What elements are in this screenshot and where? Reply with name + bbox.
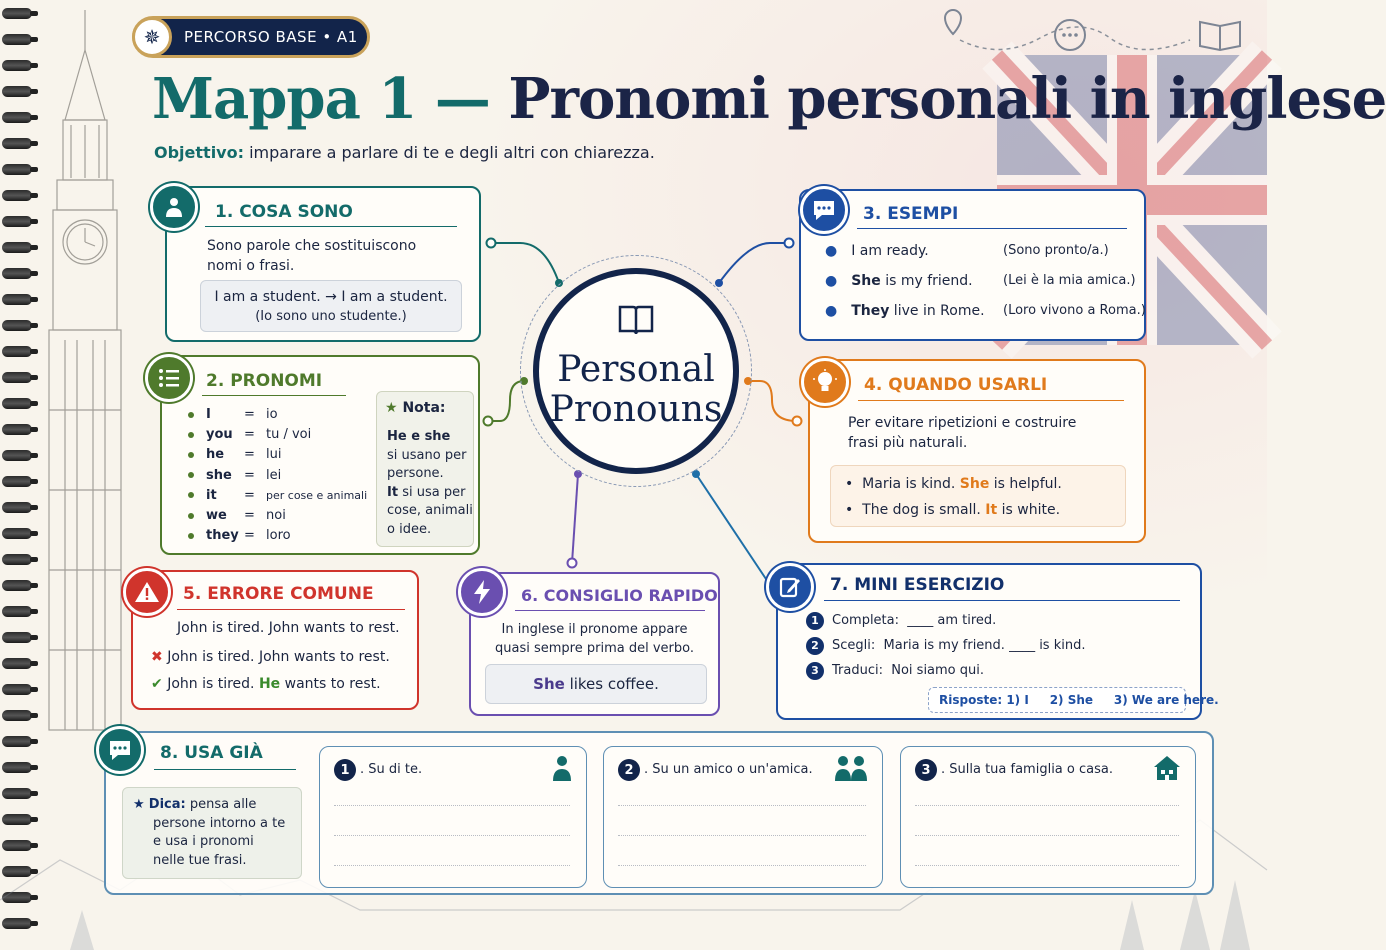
card8-heading: 8. USA GIÀ xyxy=(160,743,263,763)
center-title-line1: Personal xyxy=(557,349,715,390)
writing-line[interactable] xyxy=(334,865,570,866)
card-usa-gia xyxy=(104,731,1214,895)
bullet-icon xyxy=(188,492,194,498)
card1-text-line2: nomi o frasi. xyxy=(207,258,295,274)
compass-icon: ✵ xyxy=(132,17,172,57)
pronoun-it: tu / voi xyxy=(266,427,312,443)
card4-heading: 4. QUANDO USARLI xyxy=(864,375,1048,395)
tip-box: ★ Dica: pensa alle persone intorno a te e usa i pronomi nelle tue frasi. xyxy=(122,787,302,879)
example-it: (Sono pronto/a.) xyxy=(1003,243,1109,258)
tip-line2: persone intorno a te xyxy=(153,815,286,831)
warning-icon xyxy=(123,568,171,616)
bullet-icon: ● xyxy=(825,303,838,319)
card4-text-line1: Per evitare ripetizioni e costruire xyxy=(848,415,1077,431)
bullet-icon xyxy=(188,472,194,478)
writing-line[interactable] xyxy=(618,865,866,866)
card6-example: She likes coffee. xyxy=(533,675,659,693)
equals-sign: = xyxy=(244,427,255,443)
equals-sign: = xyxy=(244,487,255,503)
writing-panel-family[interactable] xyxy=(900,746,1196,888)
center-node xyxy=(533,268,739,474)
card1-example-box xyxy=(200,280,462,332)
card6-text-line1: In inglese il pronome appare xyxy=(501,622,688,637)
exercise-item: 3 Traduci: Noi siamo qui. xyxy=(806,661,984,681)
card2-heading: 2. PRONOMI xyxy=(206,371,323,391)
note-box xyxy=(376,391,474,547)
pronoun-en: you xyxy=(206,427,233,443)
example-en: ● They live in Rome. xyxy=(825,303,985,319)
panel-label: . Sulla tua famiglia o casa. xyxy=(941,762,1113,777)
bullet-icon: ● xyxy=(825,273,838,289)
pronoun-it: noi xyxy=(266,508,286,523)
exercise-item: 1 Completa: ____ am tired. xyxy=(806,611,996,631)
card1-text-line1: Sono parole che sostituiscono xyxy=(207,238,417,254)
tip-line3: e usa i pronomi xyxy=(153,834,254,849)
bullet-icon xyxy=(188,432,194,438)
example-en: ● She is my friend. xyxy=(825,273,973,289)
exercise-number: 2 xyxy=(806,637,824,655)
equals-sign: = xyxy=(244,407,255,422)
panel-label: . Su di te. xyxy=(360,762,423,777)
exercise-item: 2 Scegli: Maria is my friend. ____ is kind. xyxy=(806,636,1085,656)
card-mini-esercizio xyxy=(776,563,1219,720)
card6-example-box xyxy=(485,664,707,704)
cross-icon: ✖ xyxy=(151,649,163,665)
card4-example2: • The dog is small. It is white. xyxy=(845,502,1061,518)
tip-label: Dica: xyxy=(148,797,186,812)
card4-example-box xyxy=(830,465,1126,527)
note-line1: si usano per xyxy=(387,447,467,463)
bullet-icon xyxy=(188,452,194,458)
card-consiglio-rapido xyxy=(469,572,720,716)
panel-icon xyxy=(552,755,572,785)
card4-text-line2: frasi più naturali. xyxy=(848,435,968,451)
note-he-she: He e she xyxy=(387,429,451,444)
card6-heading: 6. CONSIGLIO RAPIDO xyxy=(521,586,718,605)
card1-example-en: I am a student. → I am a student. xyxy=(214,289,448,305)
bullet-icon xyxy=(188,533,194,539)
tip-star-icon: ★ xyxy=(133,797,145,812)
example-it: (Loro vivono a Roma.) xyxy=(1003,303,1146,318)
answers-box xyxy=(928,687,1219,713)
note-it: It xyxy=(387,484,399,500)
bullet-icon xyxy=(188,513,194,519)
writing-panel-friend[interactable] xyxy=(603,746,883,888)
pronoun-row xyxy=(188,488,367,503)
check-icon: ✔ xyxy=(151,676,163,692)
list-icon xyxy=(145,354,193,402)
note-title: Nota: xyxy=(402,400,446,416)
writing-line[interactable] xyxy=(915,865,1179,866)
tip-line4: nelle tue frasi. xyxy=(153,852,247,868)
pronoun-it: lui xyxy=(266,447,282,463)
card1-heading: 1. COSA SONO xyxy=(215,202,353,222)
title-part1: Mappa 1 — xyxy=(152,66,509,132)
note-line2: persone. xyxy=(387,466,444,481)
pronoun-en: he xyxy=(206,447,225,463)
panel-number: 3 xyxy=(915,759,937,781)
pronoun-en: I xyxy=(206,407,211,422)
card3-heading: 3. ESEMPI xyxy=(863,204,959,224)
card5-right-row: ✔ John is tired. He wants to rest. xyxy=(151,676,381,692)
card-esempi xyxy=(799,189,1146,341)
pronoun-row xyxy=(188,407,278,422)
writing-line[interactable] xyxy=(915,835,1179,836)
pronoun-it: io xyxy=(266,407,278,422)
panel-icon xyxy=(834,755,868,785)
writing-line[interactable] xyxy=(618,835,866,836)
card-cosa-sono xyxy=(165,186,481,342)
open-book-icon xyxy=(616,299,656,339)
person-icon xyxy=(150,183,198,231)
two-people-icon xyxy=(834,755,868,781)
pronoun-row xyxy=(188,447,281,462)
card4-example1: • Maria is kind. She is helpful. xyxy=(845,476,1062,492)
writing-line[interactable] xyxy=(618,805,866,806)
pronoun-it: lei xyxy=(266,467,282,483)
card5-wrong: John is tired. John wants to rest. xyxy=(167,649,390,665)
pronoun-row xyxy=(188,508,286,523)
exercise-number: 3 xyxy=(806,662,824,680)
pronoun-it: loro xyxy=(266,528,291,544)
lightbulb-icon xyxy=(801,358,849,406)
pronoun-en: we xyxy=(206,508,227,523)
pronoun-row xyxy=(188,427,311,442)
answers-text: Risposte: 1) I 2) She 3) We are here. xyxy=(939,693,1219,707)
objective-text: imparare a parlare di te e degli altri con chiarezza. xyxy=(244,143,655,162)
note-star-icon: ★ xyxy=(385,400,398,416)
equals-sign: = xyxy=(244,447,255,463)
writing-line[interactable] xyxy=(334,835,570,836)
card5-wrong-row xyxy=(151,647,390,667)
note-line3: si usa per xyxy=(398,484,466,500)
pronoun-row xyxy=(188,468,281,483)
example-it: (Lei è la mia amica.) xyxy=(1003,273,1136,288)
card5-line1: John is tired. John wants to rest. xyxy=(177,620,400,636)
example-en: ● I am ready. xyxy=(825,243,929,259)
objective-label: Objettivo: xyxy=(154,143,244,162)
writing-panel-about-you[interactable] xyxy=(319,746,587,888)
equals-sign: = xyxy=(244,528,255,544)
house-icon xyxy=(1153,755,1181,781)
lightning-icon xyxy=(458,568,506,616)
panel-number: 2 xyxy=(618,759,640,781)
pronoun-row xyxy=(188,528,291,543)
center-title-line2: Pronouns xyxy=(549,389,723,430)
card7-heading: 7. MINI ESERCIZIO xyxy=(830,575,1005,595)
writing-line[interactable] xyxy=(915,805,1179,806)
writing-line[interactable] xyxy=(334,805,570,806)
title-part2: Pronomi personali in inglese xyxy=(508,66,1386,132)
panel-number: 1 xyxy=(334,759,356,781)
pronoun-en: it xyxy=(206,487,217,503)
note-line5: o idee. xyxy=(387,521,432,537)
card-quando-usarli xyxy=(808,359,1146,543)
equals-sign: = xyxy=(244,508,255,523)
person-icon xyxy=(552,755,572,781)
card5-heading: 5. ERRORE COMUNE xyxy=(183,584,374,604)
chat-bubble-icon xyxy=(800,186,848,234)
bullet-icon xyxy=(188,412,194,418)
card1-example-it: (Io sono uno studente.) xyxy=(255,309,407,324)
panel-icon xyxy=(1153,755,1181,785)
badge-label: PERCORSO BASE • A1 xyxy=(184,28,358,46)
note-line4: cose, animali xyxy=(387,503,473,518)
card6-text-line2: quasi sempre prima del verbo. xyxy=(495,641,694,656)
pencil-note-icon xyxy=(766,563,814,611)
card-pronomi xyxy=(160,355,480,555)
center-title xyxy=(539,350,733,430)
panel-label: . Su un amico o un'amica. xyxy=(644,762,813,777)
card-errore-comune xyxy=(131,570,419,710)
pronoun-en: they xyxy=(206,528,239,544)
exercise-number: 1 xyxy=(806,612,824,630)
pronoun-it: per cose e animali xyxy=(266,488,368,502)
speech-bubble-icon xyxy=(96,726,144,774)
equals-sign: = xyxy=(244,467,255,483)
bullet-icon: ● xyxy=(825,243,838,259)
pronoun-en: she xyxy=(206,467,232,483)
